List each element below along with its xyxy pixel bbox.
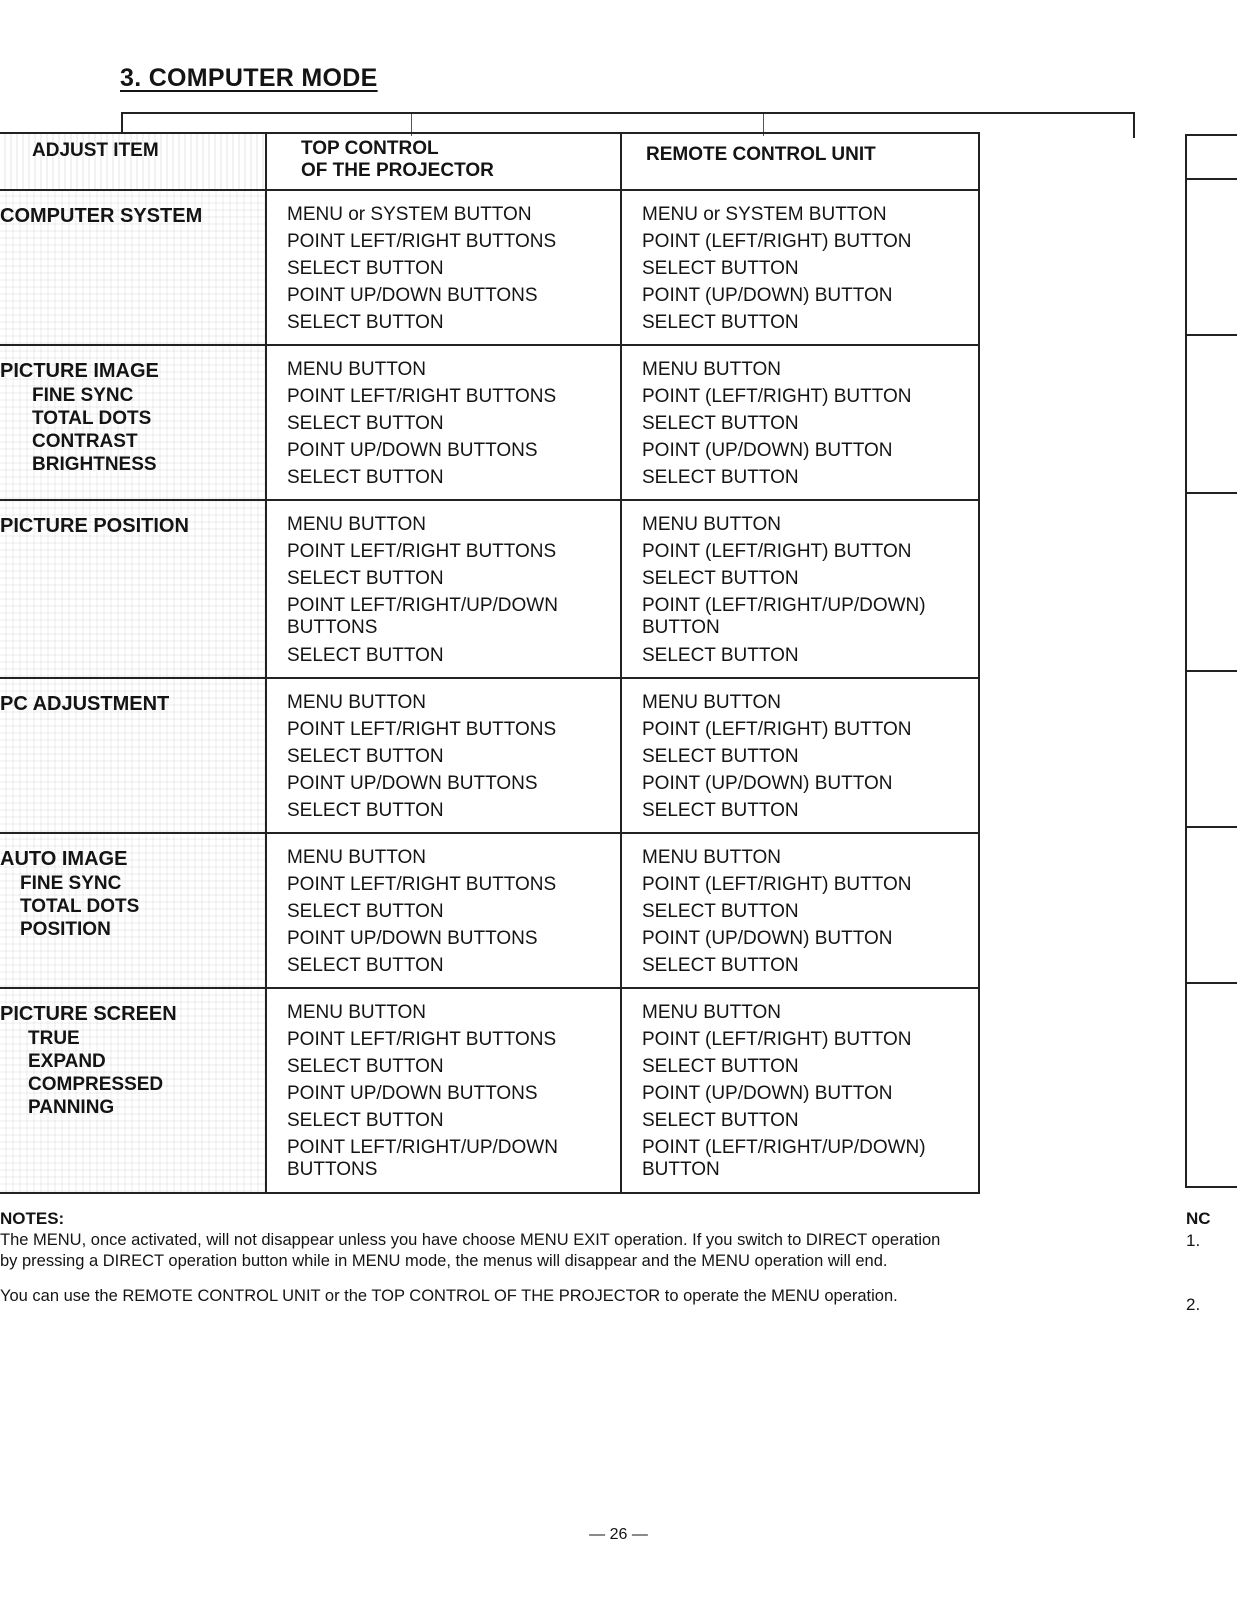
operation-step: POINT (LEFT/RIGHT) BUTTON <box>642 541 912 562</box>
remote-control-cell <box>621 678 979 833</box>
operation-step: POINT UP/DOWN BUTTONS <box>287 773 538 794</box>
operation-step: POINT (LEFT/RIGHT) BUTTON <box>642 231 912 252</box>
operation-step: SELECT BUTTON <box>642 1056 799 1077</box>
fragment-rule <box>1187 334 1237 336</box>
remote-control-cell <box>621 988 979 1193</box>
adjust-sub-item: COMPRESSED <box>28 1074 164 1095</box>
note-paragraph-1: The MENU, once activated, will not disappear unless you have choose MENU EXIT operation. If you switch to DIRECT operation by pressing a DIRECT operation button while in MENU mode, the menus will disappear and the MENU operation will end. <box>0 1231 941 1270</box>
adjust-sub-item: FINE SYNC <box>32 385 134 406</box>
adjust-item-cell <box>0 190 266 345</box>
operation-step: POINT (UP/DOWN) BUTTON <box>642 1083 893 1104</box>
operation-step: POINT UP/DOWN BUTTONS <box>287 928 538 949</box>
remote-control-cell <box>621 500 979 678</box>
top-control-cell <box>266 345 621 500</box>
table-header-row <box>0 133 979 190</box>
adjacent-page-table-edge <box>1185 134 1237 1188</box>
adjust-sub-item: BRIGHTNESS <box>32 454 157 475</box>
operation-step: SELECT BUTTON <box>287 955 444 976</box>
top-control-cell <box>266 678 621 833</box>
operation-step: POINT (UP/DOWN) BUTTON <box>642 928 893 949</box>
adjust-item-name: PICTURE POSITION <box>0 515 189 537</box>
operation-step: MENU BUTTON <box>287 1002 426 1023</box>
remote-control-cell <box>621 190 979 345</box>
operation-step: SELECT BUTTON <box>287 800 444 821</box>
fragment-rule <box>1187 670 1237 672</box>
operation-step: SELECT BUTTON <box>642 800 799 821</box>
adjacent-note-number-2: 2. <box>1186 1295 1201 1314</box>
adjacent-page-notes <box>1186 1208 1211 1316</box>
operation-step: POINT (LEFT/RIGHT) BUTTON <box>642 874 912 895</box>
table-row <box>0 500 979 678</box>
table-row <box>0 190 979 345</box>
operation-step: MENU BUTTON <box>642 359 781 380</box>
adjacent-notes-heading: NC <box>1186 1209 1211 1228</box>
adjust-item-cell <box>0 500 266 678</box>
remote-control-cell <box>621 345 979 500</box>
adjust-item-cell <box>0 678 266 833</box>
operation-step: SELECT BUTTON <box>287 413 444 434</box>
adjust-item-cell <box>0 988 266 1193</box>
operation-step: SELECT BUTTON <box>642 467 799 488</box>
top-control-cell <box>266 833 621 988</box>
adjust-item-cell <box>0 833 266 988</box>
adjacent-note-number-1: 1. <box>1186 1231 1201 1250</box>
operation-step: SELECT BUTTON <box>642 901 799 922</box>
operation-step: MENU BUTTON <box>642 692 781 713</box>
operation-step: MENU BUTTON <box>642 1002 781 1023</box>
operation-step: POINT (LEFT/RIGHT) BUTTON <box>642 1029 912 1050</box>
header-top-control-line2: OF THE PROJECTOR <box>301 160 494 181</box>
adjust-sub-item: TRUE <box>28 1028 80 1049</box>
adjust-item-cell <box>0 345 266 500</box>
operation-step: SELECT BUTTON <box>287 312 444 333</box>
operation-step: SELECT BUTTON <box>642 413 799 434</box>
fragment-rule <box>1187 492 1237 494</box>
operation-step: POINT (UP/DOWN) BUTTON <box>642 440 893 461</box>
operation-step: POINT (LEFT/RIGHT) BUTTON <box>642 719 912 740</box>
table-row <box>0 678 979 833</box>
adjust-sub-item: FINE SYNC <box>20 873 122 894</box>
header-top-control-line1: TOP CONTROL <box>301 138 439 159</box>
operation-step: SELECT BUTTON <box>642 312 799 333</box>
adjust-item-name: PICTURE IMAGE <box>0 360 159 382</box>
operation-step: POINT LEFT/RIGHT BUTTONS <box>287 1029 557 1050</box>
operation-step: MENU BUTTON <box>287 514 426 535</box>
top-control-cell <box>266 500 621 678</box>
operation-step: POINT LEFT/RIGHT BUTTONS <box>287 541 557 562</box>
operation-step: MENU BUTTON <box>642 514 781 535</box>
adjust-sub-item: EXPAND <box>28 1051 106 1072</box>
operation-step: SELECT BUTTON <box>642 258 799 279</box>
operation-step: SELECT BUTTON <box>642 645 799 666</box>
table-body <box>0 190 979 1193</box>
remote-control-cell <box>621 833 979 988</box>
operation-step: SELECT BUTTON <box>287 645 444 666</box>
operation-step: POINT LEFT/RIGHT BUTTONS <box>287 874 557 895</box>
adjust-sub-item: POSITION <box>20 919 111 940</box>
operation-step: MENU BUTTON <box>287 692 426 713</box>
operation-step: SELECT BUTTON <box>642 568 799 589</box>
operation-step: SELECT BUTTON <box>287 746 444 767</box>
top-control-cell <box>266 988 621 1193</box>
adjust-sub-item: TOTAL DOTS <box>32 408 152 429</box>
page-title: 3. COMPUTER MODE <box>120 64 378 92</box>
operation-step: MENU BUTTON <box>642 847 781 868</box>
operation-step: SELECT BUTTON <box>287 1056 444 1077</box>
header-remote-control: REMOTE CONTROL UNIT <box>621 133 979 190</box>
operation-step: SELECT BUTTON <box>642 746 799 767</box>
operation-step: POINT (LEFT/RIGHT/UP/DOWN) BUTTON <box>642 595 926 638</box>
table-row <box>0 988 979 1193</box>
fragment-rule <box>1187 178 1237 180</box>
header-adjust-item: ADJUST ITEM <box>0 133 266 190</box>
operation-step: POINT UP/DOWN BUTTONS <box>287 1083 538 1104</box>
operation-step: POINT LEFT/RIGHT BUTTONS <box>287 231 557 252</box>
operation-step: SELECT BUTTON <box>642 955 799 976</box>
operation-step: POINT (LEFT/RIGHT) BUTTON <box>642 386 912 407</box>
operation-step: POINT (UP/DOWN) BUTTON <box>642 773 893 794</box>
page-number: — 26 — <box>589 1526 648 1543</box>
operation-step: SELECT BUTTON <box>642 1110 799 1131</box>
operation-step: MENU or SYSTEM BUTTON <box>642 204 887 225</box>
adjust-sub-item: CONTRAST <box>32 431 138 452</box>
adjust-sub-item: TOTAL DOTS <box>20 896 140 917</box>
operation-step: POINT LEFT/RIGHT BUTTONS <box>287 719 557 740</box>
adjustment-table <box>0 132 980 1194</box>
operation-step: SELECT BUTTON <box>287 901 444 922</box>
operation-step: SELECT BUTTON <box>287 258 444 279</box>
operation-step: POINT LEFT/RIGHT/UP/DOWN BUTTONS <box>287 1137 558 1180</box>
operation-step: POINT LEFT/RIGHT/UP/DOWN BUTTONS <box>287 595 558 638</box>
operation-step: MENU BUTTON <box>287 847 426 868</box>
operation-step: POINT (UP/DOWN) BUTTON <box>642 285 893 306</box>
operation-step: POINT UP/DOWN BUTTONS <box>287 285 538 306</box>
adjust-item-name: AUTO IMAGE <box>0 848 128 870</box>
operation-step: SELECT BUTTON <box>287 568 444 589</box>
fragment-rule <box>1187 982 1237 984</box>
operation-step: POINT LEFT/RIGHT BUTTONS <box>287 386 557 407</box>
operation-step: SELECT BUTTON <box>287 1110 444 1131</box>
fragment-rule <box>1187 826 1237 828</box>
operation-step: POINT UP/DOWN BUTTONS <box>287 440 538 461</box>
table-row <box>0 345 979 500</box>
operation-step: SELECT BUTTON <box>287 467 444 488</box>
notes-section <box>0 1208 960 1321</box>
adjust-item-name: COMPUTER SYSTEM <box>0 205 203 227</box>
note-paragraph-2: You can use the REMOTE CONTROL UNIT or the TOP CONTROL OF THE PROJECTOR to operate the MENU operation. <box>0 1287 898 1305</box>
table-row <box>0 833 979 988</box>
header-top-control <box>266 133 621 190</box>
notes-heading: NOTES: <box>0 1209 65 1228</box>
operation-step: POINT (LEFT/RIGHT/UP/DOWN) BUTTON <box>642 1137 926 1180</box>
operation-step: MENU or SYSTEM BUTTON <box>287 204 532 225</box>
operation-step: MENU BUTTON <box>287 359 426 380</box>
top-control-cell <box>266 190 621 345</box>
adjust-sub-item: PANNING <box>28 1097 115 1118</box>
adjust-item-name: PICTURE SCREEN <box>0 1003 177 1025</box>
adjust-item-name: PC ADJUSTMENT <box>0 693 170 715</box>
